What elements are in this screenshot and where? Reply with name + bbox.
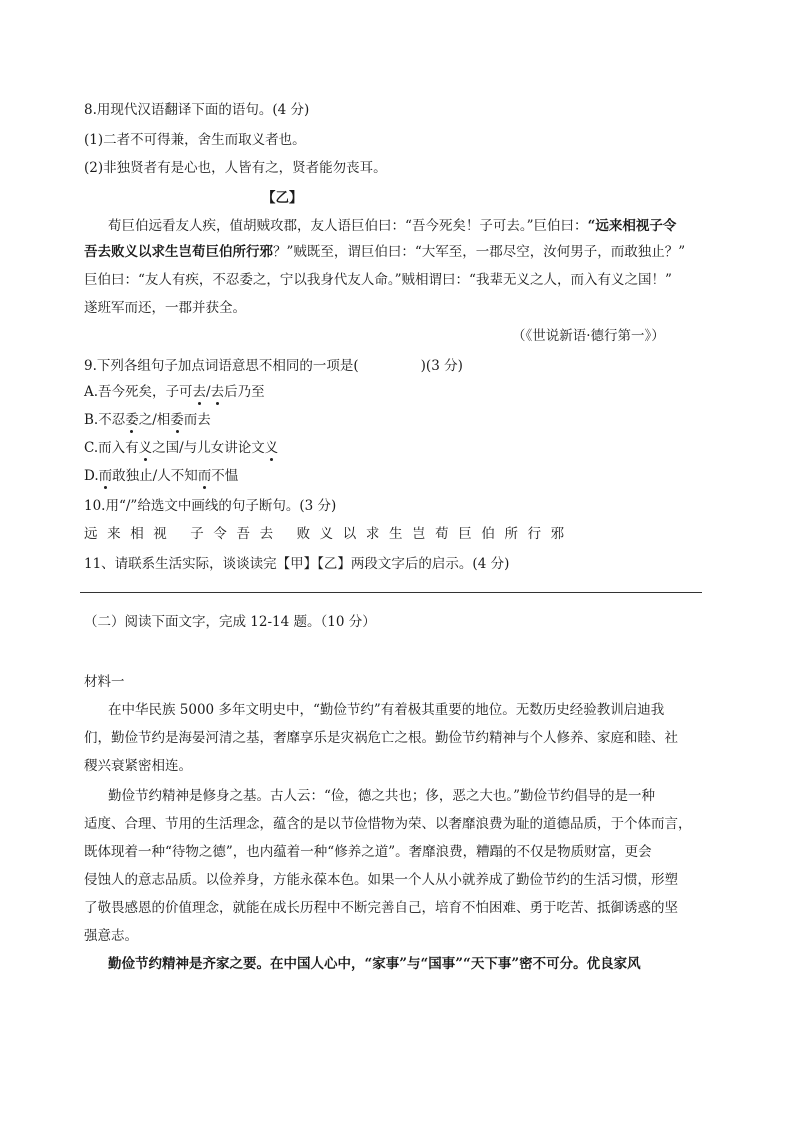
dotted-word: 而 xyxy=(197,468,212,484)
q9-option-a[interactable] xyxy=(84,382,265,402)
paragraph-2-line-5: 了敬畏感恩的价值理念，就能在成长历程中不断完善自己，培育不怕困难、勇于吃苦、抵御诱惑的坚 xyxy=(84,900,678,916)
option-text: 不愠 xyxy=(211,468,239,484)
q8-sentence-2: (2)非独贤者有是心也，人皆有之，贤者能勿丧耳。 xyxy=(84,160,387,176)
passage-yi-text: ？”贼既至，谓巨伯曰：“大军至，一郡尽空，汝何男子，而敢独止？” xyxy=(273,244,686,260)
section-2-heading: （二）阅读下面文字，完成 12-14 题。（10 分） xyxy=(84,614,376,630)
option-text: 之/相 xyxy=(138,412,171,428)
q10-sentence[interactable]: 远来相视 子令吾去 败义以求生岂荀巨伯所行邪 xyxy=(84,526,574,542)
paragraph-2-line-4: 侵蚀人的意志品质。以俭养身，方能永葆本色。如果一个人从小就养成了勤俭节约的生活习惯，形塑 xyxy=(84,872,678,888)
passage-yi-text: 荀巨伯远看友人疾，值胡贼攻郡，友人语巨伯曰：“吾今死矣！子可去。”巨伯曰： xyxy=(108,218,588,234)
passage-yi-line-2 xyxy=(84,242,685,262)
paragraph-1-line-1: 在中华民族 5000 多年文明史中，“勤俭节约”有着极其重要的地位。无数历史经验教训启迪我 xyxy=(108,702,665,718)
q9-option-d[interactable] xyxy=(84,466,238,486)
option-text: 之国/与儿女讲论文 xyxy=(152,440,265,456)
dotted-word: 去 xyxy=(192,384,207,400)
q11-prompt: 11、请联系生活实际，谈谈读完【甲】【乙】两段文字后的启示。(4 分) xyxy=(84,556,510,572)
paragraph-2-line-6: 强意志。 xyxy=(84,928,138,944)
paragraph-3-line-1: 勤俭节约精神是齐家之要。在中国人心中，“家事”与“国事”“天下事”密不可分。优良家风 xyxy=(108,956,641,972)
option-text: 敢独止/人不知 xyxy=(112,468,198,484)
q10-prompt: 10.用“/”给选文中画线的句子断句。(3 分) xyxy=(84,498,337,514)
paragraph-2-line-1: 勤俭节约精神是修身之基。古人云：“俭，德之共也；侈，恶之大也。”勤俭节约倡导的是一种 xyxy=(108,788,656,804)
passage-yi-line-1 xyxy=(108,216,676,236)
underlined-sentence-end: 吾去败义以求生岂荀巨伯所行邪 xyxy=(84,244,273,260)
option-text: D. xyxy=(84,468,99,484)
passage-yi-source: （《世说新语·德行第一》） xyxy=(512,328,665,344)
underlined-sentence-start: “远来相视子令 xyxy=(587,218,677,234)
paragraph-1-line-3: 稷兴衰紧密相连。 xyxy=(84,758,192,774)
passage-yi-title: 【乙】 xyxy=(262,190,303,206)
q9-prompt xyxy=(84,356,463,376)
option-text: B.不忍 xyxy=(84,412,126,428)
paragraph-2-line-2: 适度、合理、节用的生活理念，蕴含的是以节俭惜物为荣、以奢靡浪费为耻的道德品质，于个体而言， xyxy=(84,816,692,832)
q9-option-c[interactable] xyxy=(84,438,278,458)
option-text: A.吾今死矣，子可 xyxy=(84,384,193,400)
q9-option-b[interactable] xyxy=(84,410,211,430)
option-text: 后乃至 xyxy=(224,384,265,400)
dotted-word: 委 xyxy=(125,412,139,428)
dotted-word: 义 xyxy=(264,440,279,456)
q8-prompt: 8.用现代汉语翻译下面的语句。(4 分) xyxy=(84,102,310,118)
dotted-word: 去 xyxy=(210,384,225,400)
dotted-word: 而 xyxy=(98,468,113,484)
option-text: C.而入有 xyxy=(84,440,139,456)
passage-yi-line-4: 遂班军而还，一郡并获全。 xyxy=(84,300,246,316)
material-1-label: 材料一 xyxy=(84,674,125,690)
paragraph-2-line-3: 既体现着一种“待物之德”，也内蕴着一种“修养之道”。奢靡浪费，糟蹋的不仅是物质财富，更会 xyxy=(84,844,652,860)
option-text: / xyxy=(206,384,211,400)
q8-sentence-1: (1)二者不可得兼，舍生而取义者也。 xyxy=(84,132,306,148)
paragraph-1-line-2: 们，勤俭节约是海晏河清之基，奢靡享乐是灾祸危亡之根。勤俭节约精神与个人修养、家庭和睦、社 xyxy=(84,730,678,746)
q9-points: )(3 分) xyxy=(420,358,463,374)
q9-prompt-text: 9.下列各组句子加点词语意思不相同的一项是( xyxy=(84,358,359,374)
section-divider xyxy=(80,592,702,593)
option-text: 而去 xyxy=(183,412,211,428)
dotted-word: 委 xyxy=(170,412,184,428)
dotted-word: 义 xyxy=(138,440,153,456)
passage-yi-line-3: 巨伯曰：“友人有疾，不忍委之，宁以我身代友人命。”贼相谓曰：“我辈无义之人，而入有义之国！” xyxy=(84,272,672,288)
